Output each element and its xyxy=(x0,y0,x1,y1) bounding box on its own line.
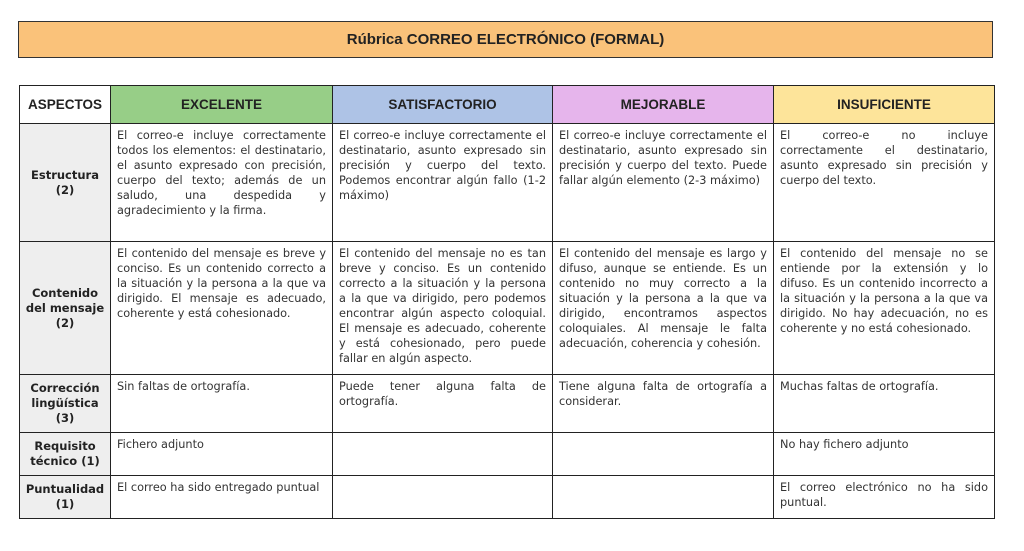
cell-mejorable xyxy=(553,433,774,476)
aspect-weight: (2) xyxy=(55,315,75,330)
header-insuficiente: INSUFICIENTE xyxy=(774,86,995,124)
table-row xyxy=(20,476,995,519)
header-satisfactorio: SATISFACTORIO xyxy=(333,86,553,124)
aspect-cell xyxy=(20,476,111,519)
rubric-table xyxy=(19,85,995,519)
header-aspectos: ASPECTOS xyxy=(20,86,111,124)
cell-insuficiente: Muchas faltas de ortografía. xyxy=(774,375,995,433)
header-row xyxy=(20,86,995,124)
aspect-weight: (2) xyxy=(55,182,75,197)
aspect-weight: (1) xyxy=(81,454,100,468)
header-excelente: EXCELENTE xyxy=(111,86,333,124)
aspect-label: Estructura xyxy=(31,167,99,182)
aspect-weight: (3) xyxy=(55,411,75,425)
cell-satisfactorio xyxy=(333,476,553,519)
cell-excelente: Fichero adjunto xyxy=(111,433,333,476)
cell-mejorable xyxy=(553,476,774,519)
cell-excelente: Sin faltas de ortografía. xyxy=(111,375,333,433)
aspect-cell xyxy=(20,375,111,433)
aspect-label: Corrección lingüística xyxy=(30,381,100,410)
aspect-label: Puntualidad xyxy=(25,482,105,496)
cell-satisfactorio: Puede tener alguna falta de ortografía. xyxy=(333,375,553,433)
cell-insuficiente: El contenido del mensaje no se entiende por la extensión y lo difuso. Es un contenido incorrecto a la situación y la persona a la que va dirigido. No hay adecuación, no es coherente y no está cohesionado. xyxy=(774,242,995,375)
table-row xyxy=(20,242,995,375)
aspect-label: Requisito técnico xyxy=(30,439,96,468)
cell-mejorable: El correo-e incluye correctamente el destinatario, asunto expresado sin precisión y cuerpo del texto. Puede fallar algún elemento (2-3 máximo) xyxy=(553,124,774,242)
aspect-cell xyxy=(20,242,111,375)
cell-excelente: El correo-e incluye correctamente todos los elementos: el destinatario, el asunto expresado con precisión, cuerpo del texto; además de un saludo, una despedida y agradecimiento y la firma. xyxy=(111,124,333,242)
cell-insuficiente: El correo-e no incluye correctamente el destinatario, asunto expresado sin precisión y cuerpo del texto. xyxy=(774,124,995,242)
header-mejorable: MEJORABLE xyxy=(553,86,774,124)
cell-excelente: El correo ha sido entregado puntual xyxy=(111,476,333,519)
cell-insuficiente: El correo electrónico no ha sido puntual. xyxy=(774,476,995,519)
aspect-label: Contenido del mensaje xyxy=(25,285,105,315)
cell-satisfactorio: El correo-e incluye correctamente el destinatario, asunto expresado sin precisión y cuerpo del texto. Podemos encontrar algún fallo (1-2 máximo) xyxy=(333,124,553,242)
table-row xyxy=(20,124,995,242)
cell-mejorable: Tiene alguna falta de ortografía a considerar. xyxy=(553,375,774,433)
table-row xyxy=(20,433,995,476)
cell-satisfactorio: El contenido del mensaje no es tan breve y conciso. Es un contenido correcto a la situación y la persona a la que va dirigido, pero podemos encontrar algún aspecto coloquial. El mensaje es adecuado, coherente y está cohesionado, pero puede fallar en algún aspecto. xyxy=(333,242,553,375)
cell-insuficiente: No hay fichero adjunto xyxy=(774,433,995,476)
cell-excelente: El contenido del mensaje es breve y conciso. Es un contenido correcto a la situación y la persona a la que va dirigido. El mensaje es adecuado, coherente y está cohesionado. xyxy=(111,242,333,375)
cell-satisfactorio xyxy=(333,433,553,476)
aspect-cell xyxy=(20,124,111,242)
rubric-title: Rúbrica CORREO ELECTRÓNICO (FORMAL) xyxy=(18,21,993,58)
aspect-cell xyxy=(20,433,111,476)
cell-mejorable: El contenido del mensaje es largo y difuso, aunque se entiende. Es un contenido no muy correcto a la situación y la persona a la que va dirigido, encontramos aspectos coloquiales. Al mensaje le falta adecuación, coherencia y cohesión. xyxy=(553,242,774,375)
table-row xyxy=(20,375,995,433)
aspect-weight: (1) xyxy=(55,497,75,511)
